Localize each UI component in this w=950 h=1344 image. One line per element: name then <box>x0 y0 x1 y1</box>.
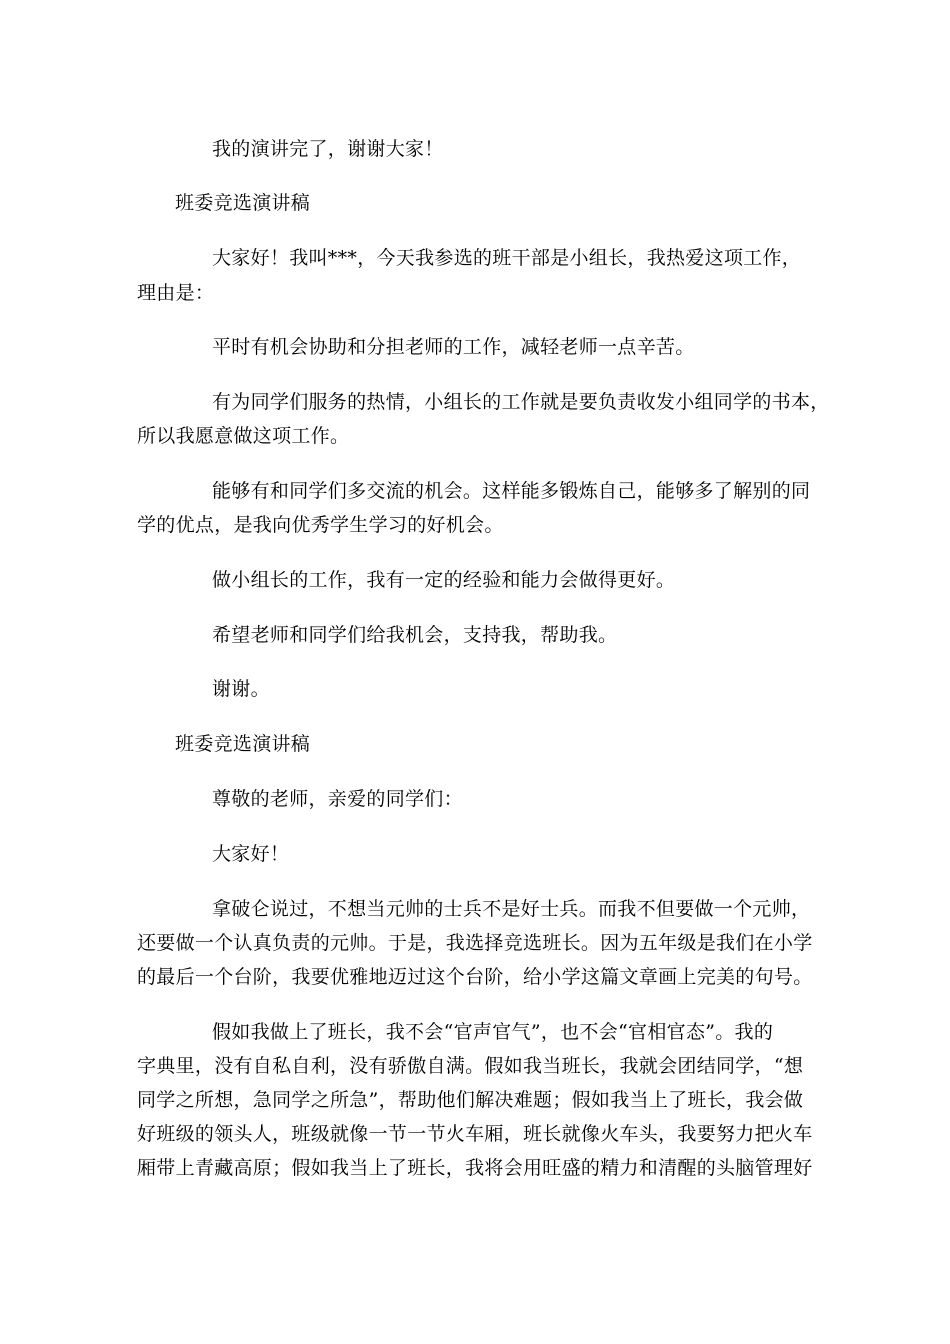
paragraph-closing: 我的演讲完了，谢谢大家！ <box>212 138 444 160</box>
paragraph-line: 尊敬的老师，亲爱的同学们： <box>212 788 463 810</box>
paragraph-line: 假如我做上了班长，我不会“官声官气”，也不会“官相官态”。我的 <box>212 1021 774 1043</box>
paragraph-line: 所以我愿意做这项工作。 <box>137 425 350 447</box>
paragraph-line: 学的优点，是我向优秀学生学习的好机会。 <box>137 514 504 536</box>
paragraph-line: 拿破仑说过，不想当元帅的士兵不是好士兵。而我不但要做一个元帅， <box>212 898 811 920</box>
paragraph-line: 平时有机会协助和分担老师的工作，减轻老师一点辛苦。 <box>212 336 695 358</box>
paragraph-line: 好班级的领头人，班级就像一节一节火车厢，班长就像火车头，我要努力把火车 <box>137 1123 813 1145</box>
section-heading: 班委竞选演讲稿 <box>175 733 311 755</box>
paragraph-line: 希望老师和同学们给我机会，支持我，帮助我。 <box>212 624 618 646</box>
paragraph-line: 大家好！ <box>212 843 290 865</box>
paragraph-line: 字典里，没有自私自利，没有骄傲自满。假如我当班长，我就会团结同学，“想 <box>137 1055 804 1077</box>
paragraph-line: 有为同学们服务的热情，小组长的工作就是要负责收发小组同学的书本， <box>212 391 830 413</box>
paragraph-line: 还要做一个认真负责的元帅。于是，我选择竞选班长。因为五年级是我们在小学 <box>137 932 813 954</box>
paragraph-line: 大家好！我叫***，今天我参选的班干部是小组长，我热爱这项工作， <box>212 247 802 269</box>
paragraph-line: 谢谢。 <box>212 678 270 700</box>
paragraph-line: 做小组长的工作，我有一定的经验和能力会做得更好。 <box>212 569 676 591</box>
paragraph-line: 能够有和同学们多交流的机会。这样能多锻炼自己，能够多了解别的同 <box>212 480 811 502</box>
paragraph-line: 的最后一个台阶，我要优雅地迈过这个台阶，给小学这篇文章画上完美的句号。 <box>137 966 813 988</box>
paragraph-line: 厢带上青藏高原；假如我当上了班长，我将会用旺盛的精力和清醒的头脑管理好 <box>137 1157 813 1179</box>
section-heading: 班委竞选演讲稿 <box>175 192 311 214</box>
paragraph-line: 同学之所想，急同学之所急”，帮助他们解决难题；假如我当上了班长，我会做 <box>137 1089 804 1111</box>
paragraph-line: 理由是： <box>137 282 215 304</box>
